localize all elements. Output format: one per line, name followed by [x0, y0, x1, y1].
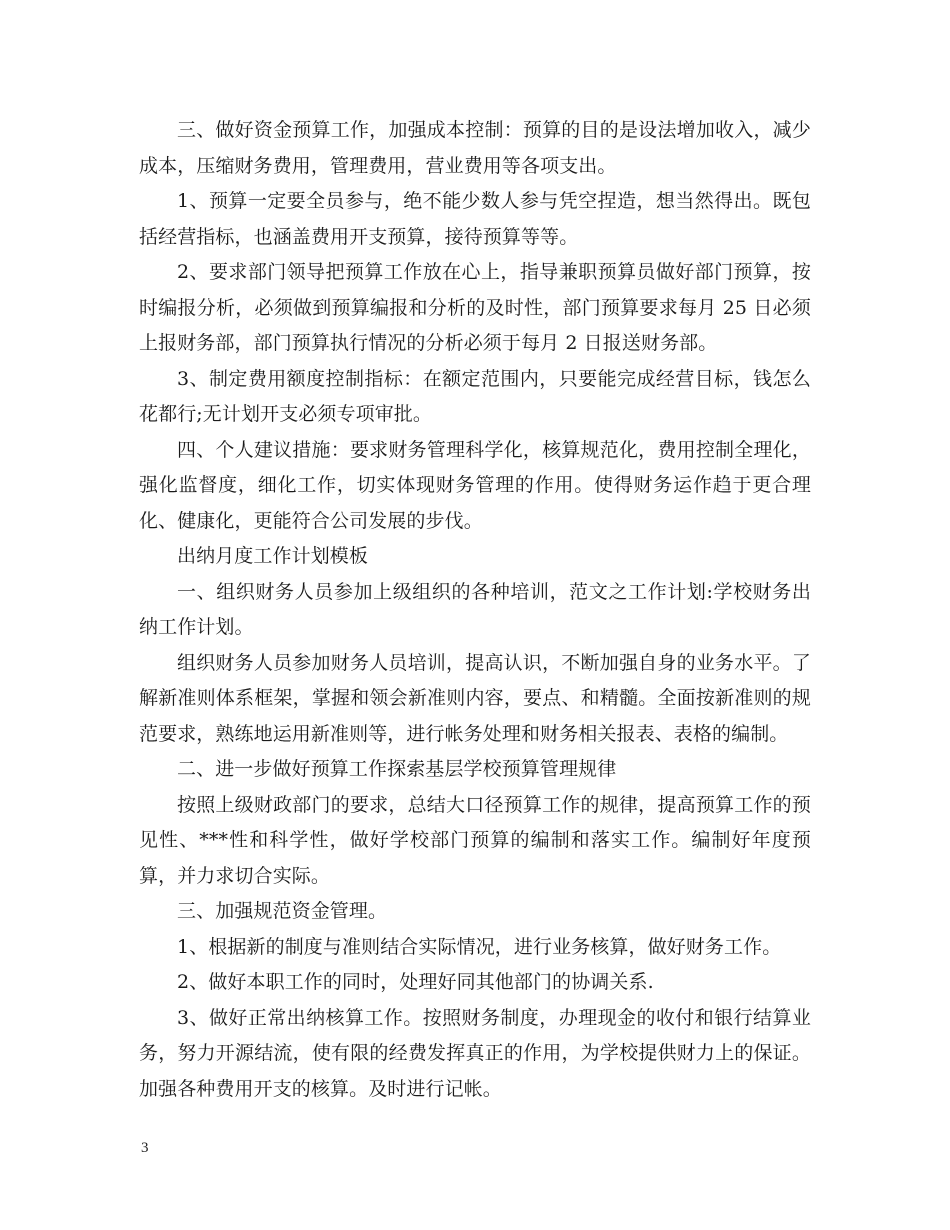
paragraph: 1、预算一定要全员参与，绝不能少数人参与凭空捏造，想当然得出。既包括经营指标，也涵盖费用开支预算，接待预算等等。 — [139, 190, 811, 248]
section-heading: 出纳月度工作计划模板 — [177, 545, 369, 567]
paragraph: 3、做好正常出纳核算工作。按照财务制度，办理现金的收付和银行结算业务，努力开源结流，使有限的经费发挥真正的作用，为学校提供财力上的保证。加强各种费用开支的核算。及时进行记帐。 — [139, 1006, 811, 1100]
paragraph: 三、做好资金预算工作，加强成本控制：预算的目的是设法增加收入，减少成本，压缩财务费用，管理费用，营业费用等各项支出。 — [139, 119, 811, 177]
paragraph: 2、要求部门领导把预算工作放在心上，指导兼职预算员做好部门预算，按时编报分析，必须做到预算编报和分析的及时性，部门预算要求每月 25 日必须上报财务部，部门预算执行情况的分析必须于每月 2 日报送财务部。 — [139, 261, 811, 354]
paragraph: 二、进一步做好预算工作探索基层学校预算管理规律 — [177, 758, 617, 780]
page-number: 3 — [141, 1140, 149, 1156]
paragraph: 2、做好本职工作的同时，处理好同其他部门的协调关系. — [177, 971, 654, 993]
document-body — [139, 113, 811, 1107]
paragraph: 四、个人建议措施：要求财务管理科学化，核算规范化，费用控制全理化，强化监督度，细化工作，切实体现财务管理的作用。使得财务运作趋于更合理化、健康化，更能符合公司发展的步伐。 — [139, 438, 811, 532]
paragraph: 按照上级财政部门的要求，总结大口径预算工作的规律，提高预算工作的预见性、***性和科学性，做好学校部门预算的编制和落实工作。编制好年度预算，并力求切合实际。 — [139, 793, 811, 887]
paragraph: 三、加强规范资金管理。 — [177, 900, 388, 922]
paragraph: 组织财务人员参加财务人员培训，提高认识，不断加强自身的业务水平。了解新准则体系框架，掌握和领会新准则内容，要点、和精髓。全面按新准则的规范要求，熟练地运用新准则等，进行帐务处理和财务相关报表、表格的编制。 — [139, 651, 811, 745]
paragraph: 1、根据新的制度与准则结合实际情况，进行业务核算，做好财务工作。 — [177, 935, 782, 958]
paragraph: 一、组织财务人员参加上级组织的各种培训，范文之工作计划:学校财务出纳工作计划。 — [139, 580, 811, 638]
paragraph: 3、制定费用额度控制指标：在额定范围内，只要能完成经营目标，钱怎么花都行;无计划开支必须专项审批。 — [139, 367, 811, 425]
